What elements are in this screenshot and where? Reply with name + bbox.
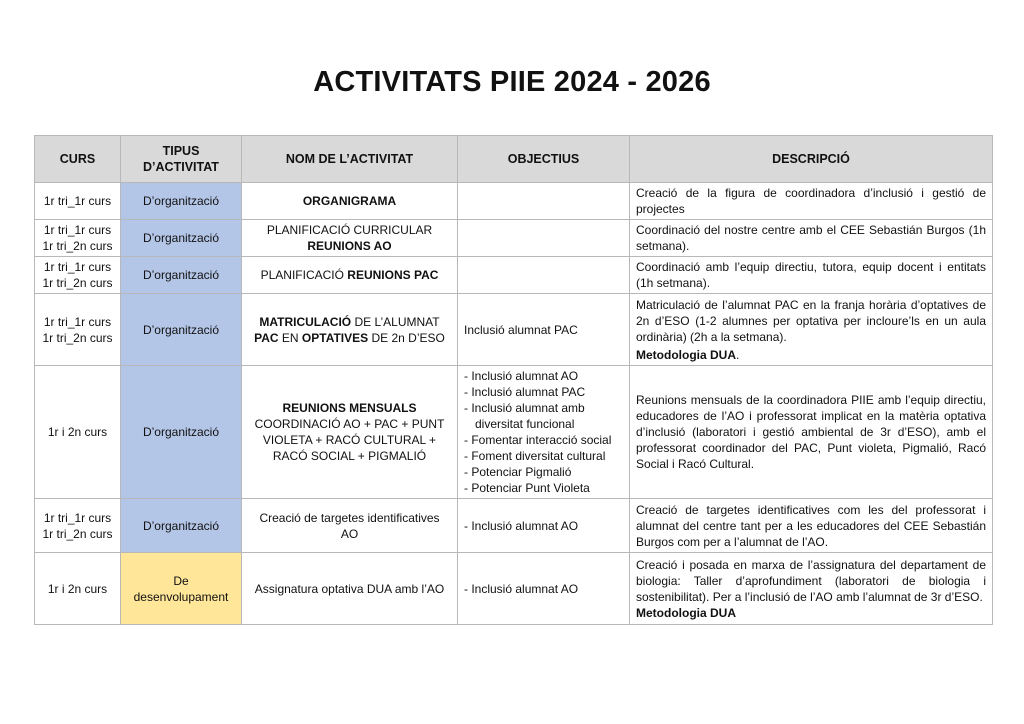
cell-curs: 1r i 2n curs [35, 366, 121, 499]
objective-item: - Fomentar interacció social [464, 433, 612, 447]
header-tipus-line2: D’ACTIVITAT [143, 160, 219, 174]
objective-item: diversitat funcional [475, 417, 575, 431]
cell-curs: 1r tri_1r curs 1r tri_2n curs [35, 499, 121, 553]
table-header-row [35, 136, 993, 183]
cell-descripcio: Creació de targetes identificatives com les del professorat i alumnat del centre tant per a les educadores del CEE Sebastián Burgos com per a l’alumnat de l’AO. [630, 499, 993, 553]
cell-nom: ORGANIGRAMA [242, 183, 458, 220]
cell-curs: 1r tri_1r curs 1r tri_2n curs [35, 220, 121, 257]
cell-tipus: D’organització [121, 183, 242, 220]
cell-objectius [458, 257, 630, 294]
objective-item: - Inclusió alumnat AO [464, 581, 579, 596]
cell-objectius [458, 366, 630, 499]
cell-objectius [458, 183, 630, 220]
cell-descripcio: Coordinació del nostre centre amb el CEE Sebastián Burgos (1h setmana). [630, 220, 993, 257]
objective-item: Inclusió alumnat PAC [464, 322, 578, 337]
objective-item: - Inclusió alumnat PAC [464, 385, 586, 399]
cell-curs: 1r tri_1r curs 1r tri_2n curs [35, 257, 121, 294]
cell-nom: PLANIFICACIÓ REUNIONS PAC [242, 257, 458, 294]
cell-objectius [458, 220, 630, 257]
table-row [35, 366, 993, 499]
table-row [35, 553, 993, 625]
objective-item: - Potenciar Punt Violeta [464, 481, 590, 495]
cell-tipus: D’organització [121, 366, 242, 499]
objective-item: - Potenciar Pigmalió [464, 465, 572, 479]
table-row [35, 499, 993, 553]
cell-descripcio: Coordinació amb l’equip directiu, tutora, equip docent i entitats (1h setmana). [630, 257, 993, 294]
cell-nom: REUNIONS MENSUALS COORDINACIÓ AO + PAC + PUNT VIOLETA + RACÓ CULTURAL + RACÓ SOCIAL + PIGMALIÓ [242, 366, 458, 499]
cell-descripcio: Creació i posada en marxa de l’assignatura del departament de biologia: Taller d’aprofundiment (laboratori de biologia i sostenibilitat). Per a l’inclusió de l’AO amb l’alumnat de 3r d’ESO. Metodologia DUA [630, 553, 993, 625]
header-curs: CURS [35, 136, 121, 183]
header-tipus-line1: TIPUS [162, 144, 200, 158]
cell-descripcio: Matriculació de l’alumnat PAC en la franja horària d’optatives de 2n d’ESO (1-2 alumnes per optativa per incloure’ls en un aula ordinària) (2h a la setmana). Metodologia DUA. [630, 294, 993, 366]
objective-item: - Inclusió alumnat amb [464, 401, 585, 415]
table-row [35, 294, 993, 366]
cell-curs: 1r i 2n curs [35, 553, 121, 625]
objective-item: - Inclusió alumnat AO [464, 369, 579, 383]
header-objectius: OBJECTIUS [458, 136, 630, 183]
header-tipus [121, 136, 242, 183]
cell-objectius [458, 294, 630, 366]
objective-item: - Inclusió alumnat AO [464, 518, 579, 533]
objective-item: - Foment diversitat cultural [464, 449, 606, 463]
cell-nom: PLANIFICACIÓ CURRICULAR REUNIONS AO [242, 220, 458, 257]
cell-descripcio: Reunions mensuals de la coordinadora PIIE amb l’equip directiu, educadores de l’AO i professorat implicat en la matèria optativa d’inclusió (laboratori i gestió ambiental de 3r d’ESO), amb el professorat coordinador del PAC, Punt violeta, Pigmalió, Racó Social i Racó Cultural. [630, 366, 993, 499]
activities-table [34, 135, 993, 625]
page-title: ACTIVITATS PIIE 2024 - 2026 [313, 66, 711, 98]
cell-objectius [458, 553, 630, 625]
table-row [35, 183, 993, 220]
cell-nom: MATRICULACIÓ DE L’ALUMNAT PAC EN OPTATIVES DE 2n D’ESO [242, 294, 458, 366]
cell-tipus: D’organització [121, 294, 242, 366]
table-row [35, 220, 993, 257]
header-nom: NOM DE L’ACTIVITAT [242, 136, 458, 183]
cell-curs: 1r tri_1r curs [35, 183, 121, 220]
cell-tipus: D’organització [121, 220, 242, 257]
cell-tipus: D’organització [121, 499, 242, 553]
header-descripcio: DESCRIPCIÓ [630, 136, 993, 183]
cell-curs: 1r tri_1r curs 1r tri_2n curs [35, 294, 121, 366]
cell-nom: Creació de targetes identificatives AO [242, 499, 458, 553]
cell-descripcio: Creació de la figura de coordinadora d’inclusió i gestió de projectes [630, 183, 993, 220]
cell-nom: Assignatura optativa DUA amb l’AO [242, 553, 458, 625]
cell-objectius [458, 499, 630, 553]
table-row [35, 257, 993, 294]
cell-tipus: De desenvolupament [121, 553, 242, 625]
cell-tipus: D’organització [121, 257, 242, 294]
